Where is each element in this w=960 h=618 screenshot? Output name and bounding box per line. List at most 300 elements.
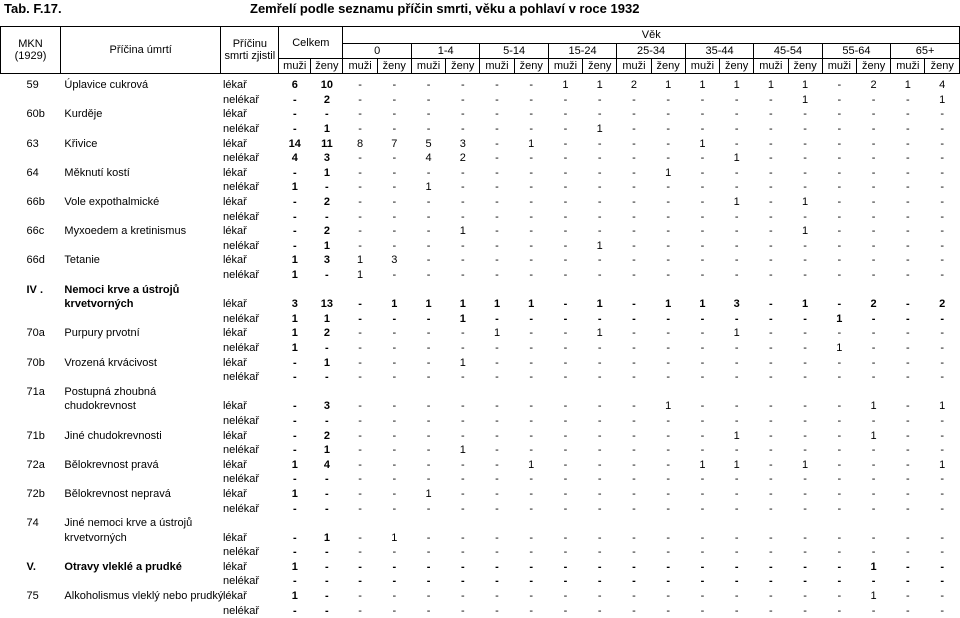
age-value: - (905, 487, 910, 500)
age-value: - (392, 546, 397, 559)
cause-name: Purpury prvotní (64, 327, 140, 340)
mkn-code: 72b (26, 487, 45, 500)
age-value: - (426, 196, 431, 209)
age-value: - (460, 181, 465, 194)
age-value: - (358, 341, 362, 354)
age-value: 1 (733, 196, 740, 209)
women-header: ženy (583, 59, 617, 74)
age-value: - (495, 225, 499, 238)
age-value: - (940, 604, 945, 617)
age-value: - (837, 166, 842, 179)
age-value: - (392, 123, 397, 136)
age-value: - (529, 429, 534, 442)
age-value: - (940, 166, 945, 179)
age-value: - (392, 152, 397, 165)
age-value: 1 (699, 79, 706, 92)
who-label: nelékař (222, 123, 260, 136)
total-value: - (325, 604, 329, 617)
age-value: - (769, 560, 773, 573)
age-value: - (426, 225, 431, 238)
men-header: muži (822, 59, 856, 74)
age-value: - (495, 108, 499, 121)
age-value: - (495, 575, 499, 588)
total-value: - (292, 196, 297, 209)
age-value: - (495, 531, 499, 544)
age-value: - (563, 371, 568, 384)
age-value: - (632, 269, 636, 282)
men-header: muži (548, 59, 582, 74)
age-value: - (495, 604, 499, 617)
women-header: ženy (377, 59, 411, 74)
age-value: - (700, 473, 705, 486)
age-value: - (700, 152, 705, 165)
age-value: - (940, 356, 945, 369)
age-value: - (426, 429, 431, 442)
who-label: nelékař (222, 341, 260, 354)
age-value: - (871, 473, 876, 486)
age-value: - (392, 560, 397, 573)
age-value: - (803, 123, 807, 136)
age-value: 1 (425, 298, 432, 311)
total-value: - (325, 341, 329, 354)
age-value: - (769, 590, 773, 603)
age-value: - (700, 356, 705, 369)
total-value: - (325, 473, 329, 486)
table-row (1, 428, 960, 443)
table-row (1, 268, 960, 283)
who-header: Příčinu smrti zjistil (221, 27, 279, 74)
table-row (1, 574, 960, 589)
age-value: - (392, 371, 397, 384)
age-value: - (632, 152, 636, 165)
age-value: - (358, 196, 362, 209)
age-value: 1 (802, 458, 809, 471)
age-value: - (597, 312, 602, 325)
age-value: - (495, 444, 499, 457)
age-value: - (700, 531, 705, 544)
who-label: nelékař (222, 604, 260, 617)
age-value: - (632, 414, 636, 427)
total-value: - (292, 400, 297, 413)
who-label: lékař (222, 400, 247, 413)
age-value: - (803, 327, 807, 340)
total-value: 3 (291, 298, 298, 311)
total-value: - (325, 590, 329, 603)
age-value: - (597, 341, 602, 354)
age-value: - (905, 458, 910, 471)
age-value: - (803, 371, 807, 384)
age-value: - (871, 225, 876, 238)
age-value: - (460, 123, 465, 136)
age-value: - (734, 400, 739, 413)
age-value: - (563, 531, 568, 544)
age-value: - (632, 458, 636, 471)
table-row (1, 297, 960, 312)
age-value: 1 (802, 79, 809, 92)
age-value: - (700, 327, 705, 340)
age-value: - (734, 254, 739, 267)
age-value: 1 (665, 166, 672, 179)
age-value: - (426, 254, 431, 267)
age-value: - (837, 444, 842, 457)
age-value: - (563, 502, 568, 515)
total-value: 1 (291, 312, 298, 325)
age-value: - (392, 341, 397, 354)
age-value: - (358, 239, 362, 252)
age-value: - (905, 502, 910, 515)
men-header: muži (685, 59, 719, 74)
age-value: - (666, 108, 671, 121)
age-value: - (495, 152, 499, 165)
who-label: lékař (222, 531, 247, 544)
cause-name: Otravy vleklé a prudké (64, 560, 182, 573)
mkn-code: 71a (26, 385, 45, 398)
age-value: - (460, 414, 465, 427)
age-value: - (563, 312, 568, 325)
age-value: - (905, 312, 910, 325)
total-value: 2 (323, 429, 330, 442)
who-label: lékař (222, 327, 247, 340)
age-value: - (460, 487, 465, 500)
age-value: - (803, 254, 807, 267)
age-value: - (666, 93, 671, 106)
age-value: - (734, 137, 739, 150)
age-value: - (769, 487, 773, 500)
age-value: - (700, 181, 705, 194)
cause-name: Měknutí kostí (64, 166, 130, 179)
total-value: 3 (323, 152, 330, 165)
age-value: - (871, 371, 876, 384)
total-value: - (292, 546, 297, 559)
age-value: - (632, 502, 636, 515)
age-value: - (495, 123, 499, 136)
age-value: - (666, 137, 671, 150)
age-value: - (529, 590, 534, 603)
age-value: - (495, 79, 499, 92)
mkn-code: 72a (26, 458, 45, 471)
age-value: - (769, 356, 773, 369)
age-value: 1 (596, 327, 603, 340)
age-value: - (597, 590, 602, 603)
age-value: - (700, 196, 705, 209)
age-value: - (392, 487, 397, 500)
mkn-code: 59 (26, 79, 39, 92)
age-value: - (597, 210, 602, 223)
age-value: - (632, 254, 636, 267)
age-value: - (632, 108, 636, 121)
mkn-header: MKN (1929) (1, 27, 61, 74)
table-row (1, 341, 960, 356)
age-value: 1 (904, 79, 911, 92)
table-row (1, 93, 960, 108)
age-value: - (495, 341, 499, 354)
age-value: - (940, 225, 945, 238)
age-value: - (529, 341, 534, 354)
table-row (1, 487, 960, 502)
age-value: - (940, 210, 945, 223)
age-value: - (837, 371, 842, 384)
total-value: - (292, 473, 297, 486)
age-value: - (426, 575, 431, 588)
age-value: - (803, 487, 807, 500)
age-value: - (358, 590, 362, 603)
age-value: - (495, 210, 499, 223)
women-header: ženy (720, 59, 754, 74)
age-value: - (769, 604, 773, 617)
age-value: - (905, 414, 910, 427)
age-value: - (666, 444, 671, 457)
table-body (1, 74, 960, 618)
age-value: - (392, 239, 397, 252)
age-value: - (632, 444, 636, 457)
age-value: - (803, 341, 807, 354)
age-value: - (563, 298, 568, 311)
age-value: - (905, 123, 910, 136)
age-value: - (837, 269, 842, 282)
age-value: - (700, 502, 705, 515)
age-value: - (358, 93, 362, 106)
age-value: - (940, 239, 945, 252)
age-value: - (769, 531, 773, 544)
age-value: - (632, 181, 636, 194)
women-header: ženy (446, 59, 480, 74)
age-value: - (837, 590, 842, 603)
age-value: - (905, 166, 910, 179)
age-value: - (940, 137, 945, 150)
age-value: 1 (939, 93, 946, 106)
men-header: muži (480, 59, 514, 74)
age-value: 1 (733, 458, 740, 471)
age-value: - (666, 356, 671, 369)
age-value: - (597, 181, 602, 194)
age-value: - (905, 356, 910, 369)
age-value: 1 (528, 458, 535, 471)
age-value: - (597, 356, 602, 369)
age-value: - (460, 560, 465, 573)
age-value: - (392, 108, 397, 121)
cause-name: Jiné chudokrevnosti (64, 429, 162, 442)
age-value: - (597, 473, 602, 486)
total-value: 1 (291, 254, 298, 267)
age-value: - (905, 560, 910, 573)
age-value: - (358, 458, 362, 471)
cause-name: Bělokrevnost pravá (64, 458, 159, 471)
age-value: - (837, 254, 842, 267)
age-value: - (563, 196, 568, 209)
age-value: - (905, 473, 910, 486)
total-value: 11 (321, 137, 333, 150)
age-value: - (666, 560, 671, 573)
table-row (1, 414, 960, 429)
age-value: - (392, 312, 397, 325)
age-value: - (803, 502, 807, 515)
age-value: - (495, 166, 499, 179)
age-value: - (563, 575, 568, 588)
age-value: - (734, 225, 739, 238)
age-value: 1 (939, 400, 946, 413)
mkn-code: IV . (26, 283, 44, 296)
age-value: - (837, 502, 842, 515)
age-value: - (632, 429, 636, 442)
who-label: nelékař (222, 269, 260, 282)
table-row (1, 603, 960, 618)
age-value: - (563, 181, 568, 194)
age-value: - (837, 298, 842, 311)
table-row (1, 195, 960, 210)
age-value: - (529, 239, 534, 252)
total-value: - (292, 93, 297, 106)
age-value: - (597, 604, 602, 617)
age-value: - (871, 444, 876, 457)
age-value: - (940, 414, 945, 427)
table-row (1, 355, 960, 370)
age-value: - (597, 269, 602, 282)
total-value: 1 (291, 560, 298, 573)
age-value: - (632, 239, 636, 252)
age-value: - (563, 108, 568, 121)
age-value: - (358, 371, 362, 384)
age-value: - (666, 473, 671, 486)
age-value: - (700, 166, 705, 179)
age-value: - (940, 444, 945, 457)
age-value: - (940, 123, 945, 136)
age-value: - (905, 254, 910, 267)
total-value: 3 (323, 254, 330, 267)
age-value: - (666, 327, 671, 340)
age-value: 1 (802, 225, 809, 238)
age-value: - (769, 123, 773, 136)
age-value: - (940, 254, 945, 267)
total-value: - (325, 575, 329, 588)
age-value: - (529, 254, 534, 267)
age-value: 1 (391, 298, 398, 311)
age-value: - (358, 414, 362, 427)
age-value: - (358, 312, 362, 325)
age-value: - (358, 429, 362, 442)
age-value: - (940, 152, 945, 165)
age-value: - (769, 239, 773, 252)
age-value: 1 (665, 400, 672, 413)
age-value: - (803, 429, 807, 442)
age-value: - (734, 181, 739, 194)
age-value: 3 (391, 254, 398, 267)
total-value: - (292, 414, 297, 427)
age-group-header: 0 (343, 44, 411, 59)
age-value: - (597, 254, 602, 267)
total-value: - (292, 356, 297, 369)
cause-name: krvetvorných (64, 531, 127, 544)
age-value: - (529, 356, 534, 369)
age-value: - (632, 298, 636, 311)
who-label: lékař (222, 487, 247, 500)
age-value: - (940, 560, 945, 573)
age-value: - (871, 137, 876, 150)
age-value: - (803, 473, 807, 486)
total-value: - (292, 575, 297, 588)
total-value: - (292, 531, 297, 544)
table-row (1, 107, 960, 122)
age-value: 3 (459, 137, 466, 150)
men-header: muži (617, 59, 651, 74)
age-value: - (563, 444, 568, 457)
age-value: - (734, 93, 739, 106)
age-value: - (529, 181, 534, 194)
age-value: - (460, 196, 465, 209)
age-value: - (392, 590, 397, 603)
total-value: - (292, 239, 297, 252)
age-value: - (666, 123, 671, 136)
age-value: - (358, 473, 362, 486)
age-value: - (837, 458, 842, 471)
table-row (1, 457, 960, 472)
age-value: - (426, 93, 431, 106)
who-label: nelékař (222, 473, 260, 486)
age-value: - (392, 604, 397, 617)
age-value: - (358, 400, 362, 413)
age-value: - (837, 487, 842, 500)
age-value: - (734, 502, 739, 515)
age-value: - (392, 79, 397, 92)
age-value: 1 (596, 298, 603, 311)
age-value: - (666, 225, 671, 238)
age-value: - (769, 312, 773, 325)
age-value: - (940, 473, 945, 486)
table-number: Tab. F.17. (4, 1, 62, 16)
age-value: - (803, 269, 807, 282)
age-value: - (871, 414, 876, 427)
age-value: - (700, 210, 705, 223)
age-value: - (426, 341, 431, 354)
table-row (1, 253, 960, 268)
age-value: - (700, 93, 705, 106)
age-value: - (632, 400, 636, 413)
age-value: - (905, 327, 910, 340)
who-label: lékař (222, 166, 247, 179)
age-value: - (529, 414, 534, 427)
age-value: 1 (528, 137, 535, 150)
age-value: 1 (939, 458, 946, 471)
age-value: - (734, 473, 739, 486)
age-value: - (734, 123, 739, 136)
age-value: - (666, 531, 671, 544)
age-value: - (837, 93, 842, 106)
age-value: - (563, 590, 568, 603)
age-value: - (597, 487, 602, 500)
age-value: - (358, 487, 362, 500)
table-row (1, 312, 960, 327)
age-value: - (495, 269, 499, 282)
total-value: 1 (291, 458, 298, 471)
cause-name: chudokrevnost (64, 400, 136, 413)
age-value: - (529, 327, 534, 340)
age-value: - (940, 371, 945, 384)
age-value: - (460, 239, 465, 252)
table-row (1, 282, 960, 297)
age-value: - (597, 137, 602, 150)
age-value: - (871, 166, 876, 179)
age-value: - (700, 239, 705, 252)
age-value: - (529, 196, 534, 209)
age-value: 1 (836, 312, 843, 325)
age-value: - (392, 502, 397, 515)
age-group-header: 15-24 (548, 44, 616, 59)
age-value: - (700, 341, 705, 354)
age-value: 5 (425, 137, 432, 150)
age-value: 1 (665, 298, 672, 311)
table-row (1, 530, 960, 545)
age-value: - (734, 239, 739, 252)
age-value: - (734, 269, 739, 282)
